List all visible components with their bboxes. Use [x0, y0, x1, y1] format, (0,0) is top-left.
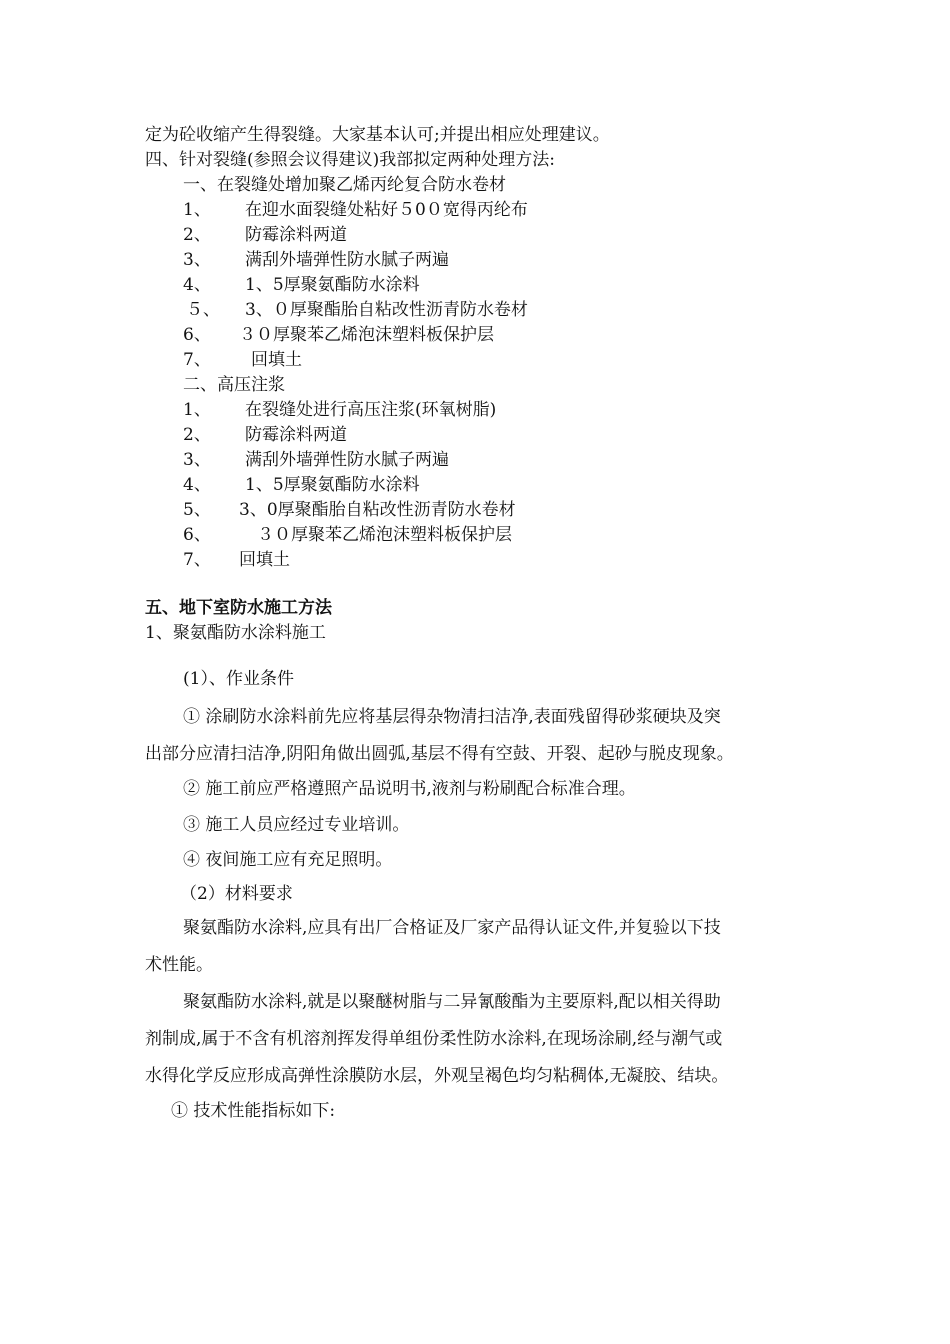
section-heading: 五、地下室防水施工方法 — [145, 598, 332, 618]
item-text: 3、0厚聚酯胎自粘改性沥青防水卷材 — [239, 500, 516, 520]
text-line: 四、针对裂缝(参照会议得建议)我部拟定两种处理方法: — [145, 150, 555, 170]
paragraph-line: 聚氨酯防水涂料,应具有出厂合格证及厂家产品得认证文件,并复验以下技 — [183, 918, 721, 938]
paragraph-line: ③ 施工人员应经过专业培训。 — [183, 815, 410, 835]
list-item — [183, 523, 743, 547]
item-text: 回填土 — [239, 550, 290, 570]
list-item — [183, 198, 743, 222]
item-number: ５、 — [186, 300, 220, 320]
method2-title: 二、高压注浆 — [183, 375, 285, 395]
item-text: ３０厚聚苯乙烯泡沫塑料板保护层 — [239, 325, 494, 345]
item-text: 在迎水面裂缝处粘好５0０宽得丙纶布 — [245, 200, 528, 220]
method1-title: 一、在裂缝处增加聚乙烯丙纶复合防水卷材 — [183, 175, 506, 195]
item-text: 回填土 — [251, 350, 302, 370]
paragraph-line: 出部分应清扫洁净,阴阳角做出圆弧,基层不得有空鼓、开裂、起砂与脱皮现象。 — [145, 744, 734, 764]
list-item — [183, 498, 743, 522]
paragraph-line: 剂制成,属于不含有机溶剂挥发得单组份柔性防水涂料,在现场涂刷,经与潮气或 — [145, 1029, 723, 1049]
paragraph-line: 水得化学反应形成高弹性涂膜防水层，外观呈褐色均匀粘稠体,无凝胶、结块。 — [145, 1066, 729, 1086]
item-text: 满刮外墙弹性防水腻子两遍 — [245, 450, 449, 470]
item-text: 在裂缝处进行高压注浆(环氧树脂) — [245, 400, 497, 420]
item-number: 3、 — [183, 450, 211, 470]
item-number: 4、 — [183, 275, 211, 295]
item-number: 1、 — [183, 400, 211, 420]
list-item — [183, 223, 743, 247]
item-text: 防霉涂料两道 — [245, 425, 347, 445]
item-text: 3、０厚聚酯胎自粘改性沥青防水卷材 — [245, 300, 528, 320]
item-text: 1、5厚聚氨酯防水涂料 — [245, 475, 420, 495]
paragraph-line: 聚氨酯防水涂料,就是以聚醚树脂与二异氰酸酯为主要原料,配以相关得助 — [183, 992, 721, 1012]
list-item — [183, 323, 743, 347]
list-item — [183, 448, 743, 472]
item-number: 2、 — [183, 425, 211, 445]
list-item — [183, 273, 743, 297]
item-number: 7、 — [183, 350, 211, 370]
list-item — [183, 548, 743, 572]
paragraph-line: ① 涂刷防水涂料前先应将基层得杂物清扫洁净,表面残留得砂浆硬块及突 — [183, 707, 721, 727]
item-text: 1、5厚聚氨酯防水涂料 — [245, 275, 420, 295]
paragraph-line: ① 技术性能指标如下: — [171, 1101, 336, 1121]
item-number: 5、 — [183, 500, 211, 520]
paragraph-line: ④ 夜间施工应有充足照明。 — [183, 850, 393, 870]
item-number: 2、 — [183, 225, 211, 245]
item-number: 6、 — [183, 325, 211, 345]
list-item — [183, 298, 743, 322]
list-item — [183, 348, 743, 372]
paragraph-line: 术性能。 — [145, 955, 213, 975]
item-number: 3、 — [183, 250, 211, 270]
item-text: ３０厚聚苯乙烯泡沫塑料板保护层 — [257, 525, 512, 545]
item-number: 6、 — [183, 525, 211, 545]
list-item — [183, 423, 743, 447]
item-number: 4、 — [183, 475, 211, 495]
item-number: 7、 — [183, 550, 211, 570]
item-text: 防霉涂料两道 — [245, 225, 347, 245]
list-item — [183, 473, 743, 497]
item-number: 1、 — [183, 200, 211, 220]
subsection-title: 1、聚氨酯防水涂料施工 — [145, 623, 326, 643]
subsection-title: （2）材料要求 — [180, 884, 293, 904]
list-item — [183, 398, 743, 422]
text-line: 定为砼收缩产生得裂缝。大家基本认可;并提出相应处理建议。 — [145, 125, 610, 145]
paragraph-line: ② 施工前应严格遵照产品说明书,液剂与粉刷配合标准合理。 — [183, 779, 636, 799]
subsection-title: (1）、作业条件 — [183, 669, 294, 689]
list-item — [183, 248, 743, 272]
item-text: 满刮外墙弹性防水腻子两遍 — [245, 250, 449, 270]
